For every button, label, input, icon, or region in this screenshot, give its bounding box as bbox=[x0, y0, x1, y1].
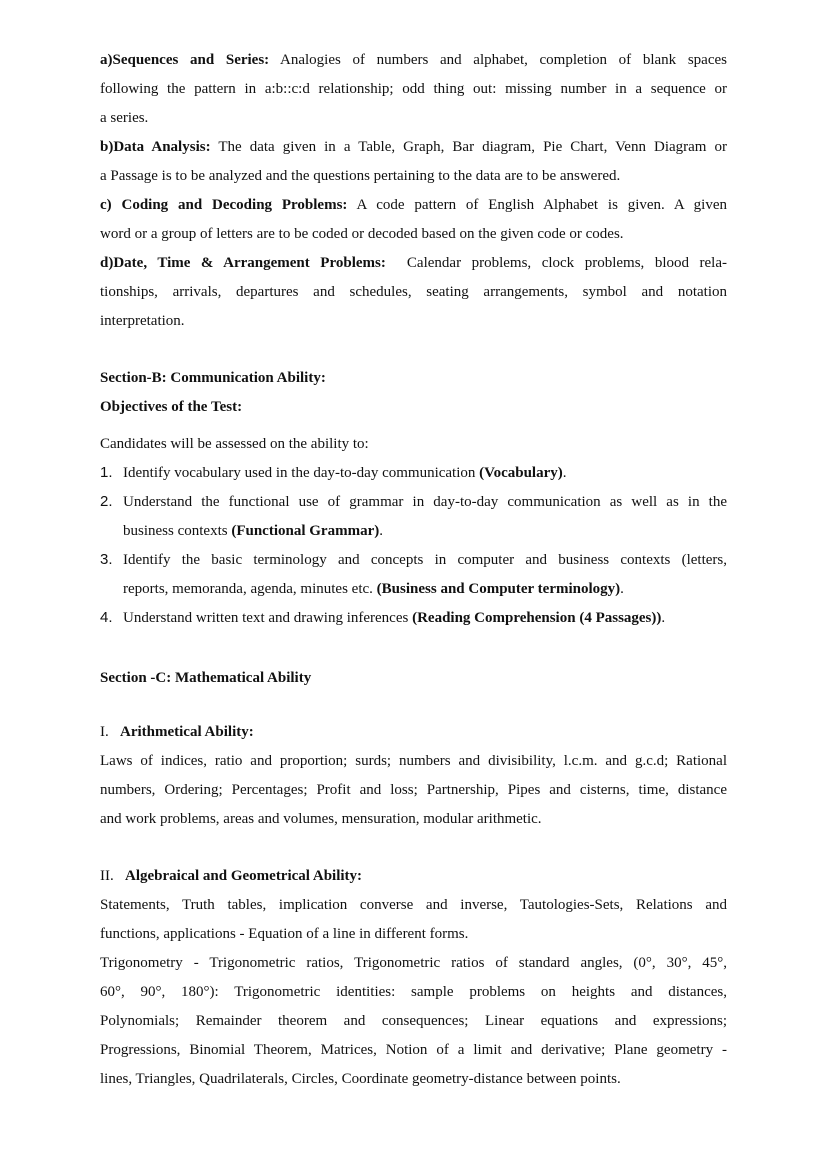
item-date-time-arrangement bbox=[100, 253, 727, 273]
heading-text: Section-B: Communication Ability: bbox=[100, 370, 326, 386]
objectives-heading bbox=[100, 397, 727, 417]
list-text-end: . bbox=[562, 465, 567, 481]
part-1-heading bbox=[100, 722, 727, 742]
list-item-4 bbox=[100, 608, 727, 628]
list-text bbox=[123, 608, 727, 628]
heading-text: Section -C: Mathematical Ability bbox=[100, 670, 312, 686]
list-text-bold: (Reading Comprehension (4 Passages)) bbox=[412, 610, 662, 626]
paragraph-line: lines, Triangles, Quadrilaterals, Circles, Coordinate geometry-distance between points. bbox=[100, 1071, 621, 1087]
paragraph-line: Trigonometry - Trigonometric ratios, Trigonometric ratios of standard angles, (0°, 30°, 45°, bbox=[100, 955, 727, 971]
item-text-line: word or a group of letters are to be coded or decoded based on the given code or codes. bbox=[100, 226, 624, 242]
list-text-end: . bbox=[620, 581, 624, 597]
item-title: Sequences and Series: bbox=[112, 52, 270, 68]
item-text-line: a series. bbox=[100, 110, 149, 126]
section-c-heading bbox=[100, 668, 727, 688]
part-number: I. bbox=[100, 724, 109, 740]
paragraph-line: 60°, 90°, 180°): Trigonometric identities: sample problems on heights and distances, bbox=[100, 984, 727, 1000]
item-coding-decoding bbox=[100, 195, 727, 215]
part-2-heading bbox=[100, 866, 727, 886]
list-text-bold: (Business and Computer terminology) bbox=[376, 581, 621, 597]
item-sequences-and-series bbox=[100, 50, 727, 70]
paragraph-line: Polynomials; Remainder theorem and consequences; Linear equations and expressions; bbox=[100, 1013, 727, 1029]
section-b-heading bbox=[100, 368, 727, 388]
section-b-intro: Candidates will be assessed on the ability to: bbox=[100, 436, 369, 452]
part-title: Arithmetical Ability: bbox=[120, 724, 254, 740]
list-text-end: . bbox=[661, 610, 666, 626]
item-title: Date, Time & Arrangement Problems: bbox=[113, 255, 386, 271]
list-text-bold: (Functional Grammar) bbox=[231, 523, 380, 539]
list-text: Understand the functional use of grammar in day-to-day communication as well as in the bbox=[123, 494, 727, 510]
list-text-plain: business contexts bbox=[123, 523, 228, 539]
list-number: 3. bbox=[100, 551, 113, 568]
list-text-plain: Identify vocabulary used in the day-to-day communication bbox=[123, 465, 476, 481]
item-text-line: following the pattern in a:b::c:d relationship; odd thing out: missing number in a sequence or bbox=[100, 81, 727, 97]
list-text-plain: Understand written text and drawing inferences bbox=[123, 610, 409, 626]
subheading-text: Objectives of the Test: bbox=[100, 399, 243, 415]
list-text-bold: (Vocabulary) bbox=[479, 465, 563, 481]
list-text: Identify the basic terminology and concepts in computer and business contexts (letters, bbox=[123, 552, 727, 568]
list-text bbox=[123, 579, 727, 599]
paragraph-line: Laws of indices, ratio and proportion; surds; numbers and divisibility, l.c.m. and g.c.d; Rational bbox=[100, 753, 727, 769]
paragraph-line: numbers, Ordering; Percentages; Profit and loss; Partnership, Pipes and cisterns, time, distance bbox=[100, 782, 727, 798]
item-text: Analogies of numbers and alphabet, completion of blank spaces bbox=[280, 52, 727, 68]
item-title: Coding and Decoding Problems: bbox=[121, 197, 348, 213]
item-data-analysis bbox=[100, 137, 727, 157]
list-number: 4. bbox=[100, 609, 113, 626]
item-text-line: tionships, arrivals, departures and schedules, seating arrangements, symbol and notation bbox=[100, 284, 727, 300]
list-text-plain: reports, memoranda, agenda, minutes etc. bbox=[123, 581, 373, 597]
list-text bbox=[123, 463, 727, 483]
part-title: Algebraical and Geometrical Ability: bbox=[125, 868, 363, 884]
paragraph-line: Progressions, Binomial Theorem, Matrices, Notion of a limit and derivative; Plane geometry - bbox=[100, 1042, 727, 1058]
item-text: The data given in a Table, Graph, Bar diagram, Pie Chart, Venn Diagram or bbox=[218, 139, 728, 155]
paragraph-line: and work problems, areas and volumes, mensuration, modular arithmetic. bbox=[100, 811, 542, 827]
part-number: II. bbox=[100, 868, 114, 884]
list-item-3 bbox=[100, 550, 727, 570]
item-label: c) bbox=[100, 197, 112, 213]
list-text-end: . bbox=[379, 523, 383, 539]
list-number: 1. bbox=[100, 464, 113, 481]
list-item-2-cont bbox=[100, 521, 727, 541]
list-item-1 bbox=[100, 463, 727, 483]
item-title: Data Analysis: bbox=[113, 139, 211, 155]
list-number: 2. bbox=[100, 493, 113, 510]
paragraph-line: functions, applications - Equation of a line in different forms. bbox=[100, 926, 469, 942]
list-item-2 bbox=[100, 492, 727, 512]
list-text bbox=[123, 521, 727, 541]
item-label: b) bbox=[100, 139, 114, 155]
paragraph-line: Statements, Truth tables, implication converse and inverse, Tautologies-Sets, Relations and bbox=[100, 897, 727, 913]
item-text: A code pattern of English Alphabet is given. A given bbox=[356, 197, 727, 213]
item-text-line: a Passage is to be analyzed and the questions pertaining to the data are to be answered. bbox=[100, 168, 621, 184]
list-item-3-cont bbox=[100, 579, 727, 599]
item-label: d) bbox=[100, 255, 114, 271]
item-text-line: interpretation. bbox=[100, 313, 185, 329]
item-label: a) bbox=[100, 52, 113, 68]
item-text: Calendar problems, clock problems, blood rela- bbox=[406, 255, 727, 271]
